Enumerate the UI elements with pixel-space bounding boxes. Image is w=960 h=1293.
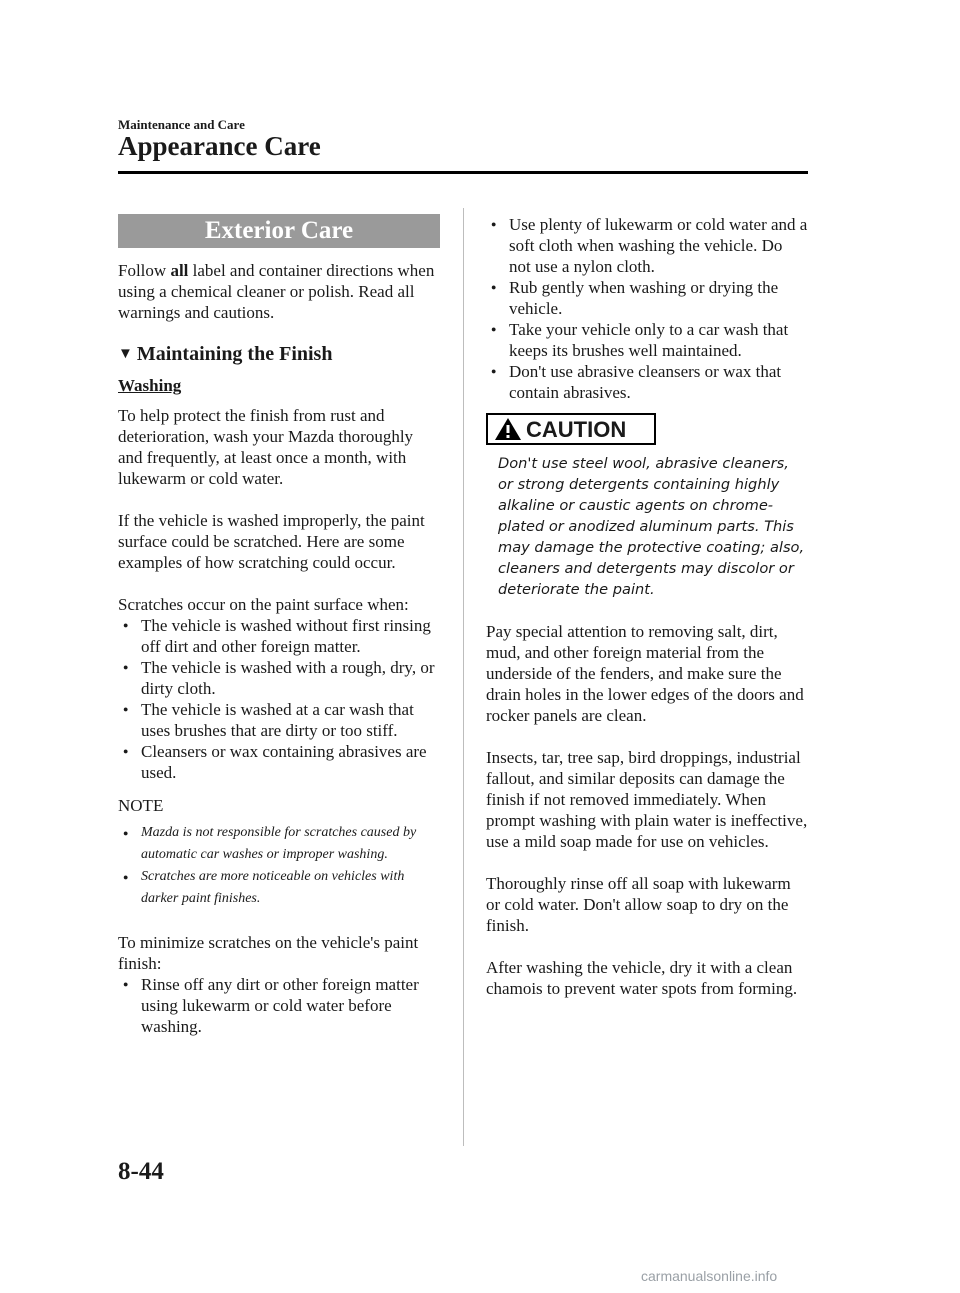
tips-list-right	[486, 214, 808, 403]
caution-label: CAUTION	[526, 416, 627, 442]
paragraph: To help protect the finish from rust and deterioration, wash your Mazda thoroughly and frequently, at least once a month, with lukewarm or cold water.	[118, 406, 414, 488]
paragraph: Insects, tar, tree sap, bird droppings, industrial fallout, and similar deposits can damage the finish if not removed immediately. When prompt washing with plain water is ineffective, use a mild soap made for use on vehicles.	[486, 748, 808, 851]
column-divider	[463, 208, 464, 1146]
paragraph: If the vehicle is washed improperly, the paint surface could be scratched. Here are some examples of how scratching could occur.	[118, 511, 425, 572]
paragraph: To minimize scratches on the vehicle's paint finish:	[118, 933, 419, 973]
paragraph: Pay special attention to removing salt, dirt, mud, and other foreign material from the underside of the fenders, and make sure the drain holes in the lower edges of the doors and rocker panels are clean.	[486, 622, 804, 725]
page-number: 8-44	[118, 1158, 164, 1185]
left-column	[118, 214, 440, 1049]
note-item: ● Scratches are more noticeable on vehicles with darker paint finishes.	[118, 866, 440, 910]
paragraph: Scratches occur on the paint surface when:	[118, 595, 409, 614]
paragraph: After washing the vehicle, dry it with a clean chamois to prevent water spots from forming.	[486, 958, 798, 998]
list-item: ● The vehicle is washed at a car wash that uses brushes that are dirty or too stiff.	[118, 699, 440, 741]
paragraph: Thoroughly rinse off all soap with lukewarm or cold water. Don't allow soap to dry on the finish.	[486, 874, 791, 935]
list-item: ● Take your vehicle only to a car wash that keeps its brushes well maintained.	[486, 319, 808, 361]
page-title: Appearance Care	[118, 131, 321, 161]
subheading-text: Maintaining the Finish	[136, 343, 333, 365]
watermark: carmanualsonline.info	[641, 1268, 778, 1284]
tips-list-left	[118, 974, 440, 1037]
section-banner: Exterior Care	[118, 214, 440, 248]
caution-box	[486, 413, 656, 445]
subsubheading: Washing	[118, 376, 182, 395]
warning-icon	[494, 417, 522, 441]
header-section-label: Maintenance and Care	[118, 117, 245, 132]
list-item: ● Rinse off any dirt or other foreign matter using lukewarm or cold water before washing.	[118, 974, 440, 1037]
list-item: ● The vehicle is washed without first rinsing off dirt and other foreign matter.	[118, 615, 440, 657]
notes-list	[118, 822, 440, 910]
intro-prefix: Follow	[118, 261, 171, 280]
intro-bold: all	[170, 261, 189, 280]
subheading	[118, 344, 440, 365]
note-item: ● Mazda is not responsible for scratches caused by automatic car washes or improper washing.	[118, 822, 440, 866]
note-label: NOTE	[118, 796, 164, 815]
list-item: ● Cleansers or wax containing abrasives are used.	[118, 741, 440, 783]
list-item: ● Use plenty of lukewarm or cold water and a soft cloth when washing the vehicle. Do not use a nylon cloth.	[486, 214, 808, 277]
caution-text: Don't use steel wool, abrasive cleaners, or strong detergents containing highly alkaline or caustic agents on chrome-plated or anodized aluminum parts. This may damage the protective coating; also, cleaners and detergents may discolor or deteriorate the paint.	[498, 455, 805, 598]
scratch-causes-list	[118, 615, 440, 783]
list-item: ● The vehicle is washed with a rough, dry, or dirty cloth.	[118, 657, 440, 699]
header-rule	[118, 171, 808, 174]
intro-rest: label and container directions when using a chemical cleaner or polish. Read all warnings and cautions.	[118, 261, 435, 322]
intro-paragraph	[118, 260, 440, 323]
triangle-down-icon: ▼	[118, 346, 133, 362]
right-column	[486, 214, 808, 1020]
list-item: ● Don't use abrasive cleansers or wax that contain abrasives.	[486, 361, 808, 403]
list-item: ● Rub gently when washing or drying the vehicle.	[486, 277, 808, 319]
